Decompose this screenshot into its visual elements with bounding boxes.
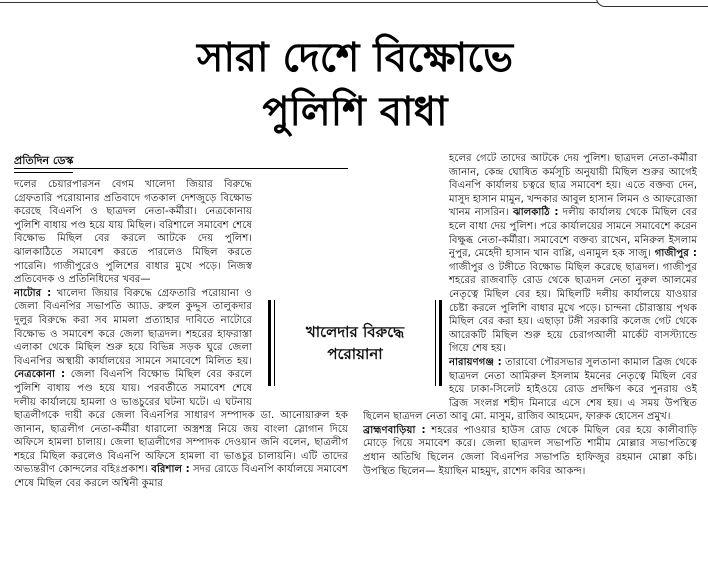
narayanganj-label: নারায়ণগঞ্জ : xyxy=(449,356,502,368)
gazipur-label: গাজীপুর : xyxy=(654,248,697,260)
netrokona-text: জেলা বিএনপি বিক্ষোভ মিছিল বের করলে পুলিশি বাধায় পণ্ড হয়ে যায়। পরবর্তীতে সমাবেশ শেষে দলীয় কার্যালয়ে হামলা ও ভাঙচুরের ঘটনা ঘটে। এ ঘটনায় ছাত্রলীগকে দায়ী করে জেলা বিএনপির সাধারণ সম্পাদক ডা. আনোয়ারুল হক জানান, ছাত্রলীগ নেতা-কর্মীরা ধারালো অস্ত্রশস্ত্র নিয়ে জয় বাংলা স্লোগান দিয়ে অফিসে হামলা চালায়। জেলা ছাত্রলীগের সম্পাদক দেওয়ান জনি বলেন, ছাত্রলীগ শহরে মিছিল করলেও বিএনপি অফিসে হামলা বা ভাঙচুর চালায়নি। এটি তাদের অভ্যন্তরীণ কোন্দলের বহিঃপ্রকাশ। xyxy=(14,369,348,476)
barishal-text: সদর রোডে বিএনপি কার্যালয়ে সমাবেশ শেষে মিছিল বের করলে অশ্বিনী কুমার xyxy=(14,464,348,490)
page-tab-notch xyxy=(596,0,708,7)
barishal-continued-text: হলের গেটে তাদের আটকে দেয় পুলিশ। ছাত্রদল নেতা-কর্মীরা জানান, কেন্দ্র ঘোষিত কর্মসূচি অনুযায়ী মিছিল শুরুর আগেই বিএনপি কার্যালয় চত্বরে ছাত্র সমাবেশ হয়। এতে বক্তব্য দেন, মাসুদ হাসান মামুন, খন্দকার আবুল হাসান লিমন ও আফরোজা খানম নাসরিন। xyxy=(449,153,697,219)
barishal-label: বরিশাল : xyxy=(151,464,190,476)
pull-quote-line-2: পরোয়ানা xyxy=(327,345,383,363)
brahmanbaria-text: শহরের পাওয়ার হাউস রোড থেকে মিছিল বের হয়ে কালীবাড়ি মোড়ে গিয়ে সমাবেশ করে। জেলা ছাত্রদল সভাপতি শামীম মোল্লার সভাপতিত্বে প্রধান অতিথি ছিলেন জেলা বিএনপির সভাপতি হাফিজুর রহমান মোল্লা কচি। উপস্থিত ছিলেন— ইয়াছিন মাহমুদ, রাশেদ কবির আকন্দ। xyxy=(363,424,697,477)
narayanganj-text: তারাবো পৌরসভার সুলতানা কামাল ব্রিজ থেকে ছাত্রদল নেতা আমিরুল ইসলাম ইমনের নেতৃত্বে মিছিল বের হয়ে ঢাকা-সিলেট হাইওয়ে রোড প্রদক্ষিণ করে পুনরায় ওই ব্রিজ সংলগ্ন শহীদ মিনারে এসে শেষ হয়। এ সময় উপস্থিত ছিলেন ছাত্রদল নেতা আবু মো. মাসুম, রাজিব আহমেদ, ফারুক হোসেন প্রমুখ। xyxy=(363,356,697,423)
pull-quote-box xyxy=(268,300,442,386)
gazipur-text: গাজীপুর ও টঙ্গীতে বিক্ষোভ মিছিল করেছে ছাত্রদল। গাজীপুর শহরের রাজবাড়ি রোড থেকে ছাত্রদল নেতা নুরুল আলমের নেতৃত্বে মিছিল বের হয়। মিছিলটি দলীয় কার্যালয়ে যাওয়ার চেষ্টা করলে পুলিশি বাধার মুখে পড়ে। চান্দনা চৌরাস্তায় পৃথক মিছিল বের করা হয়। এছাড়া টঙ্গী সরকারি কলেজ গেট থেকে আরেকটি মিছিল শুরু হয়ে চেরাগআলী মার্কেট বাসস্ট্যান্ডে গিয়ে শেষ হয়। xyxy=(449,261,697,355)
byline-rule xyxy=(14,168,348,169)
byline: প্রতিদিন ডেস্ক xyxy=(14,152,73,173)
natore-text: খালেদা জিয়ার বিরুদ্ধে গ্রেফতারি পরোয়ানা ও জেলা বিএনপির সভাপতি অ্যাড. রুহুল কুদ্দুস তালুকদার দুলুর বিরুদ্ধে করা সব মামলা প্রত্যাহার দাবিতে নাটোরে বিক্ষোভ ও সমাবেশ করে জেলা ছাত্রদল। শহরের হাফরাস্তা এলাকা থেকে মিছিল শুরু হয়ে বিভিন্ন সড়ক ঘুরে জেলা বিএনপির অস্থায়ী কার্যালয়ের সামনে সমাবেশে মিলিত হয়। xyxy=(14,287,252,367)
pull-quote-line-1: খালেদার বিরুদ্ধে xyxy=(305,323,405,341)
headline-line-1: সারা দেশে বিক্ষোভে xyxy=(196,35,514,81)
brahmanbaria-label: ব্রাহ্মণবাড়িয়া : xyxy=(363,424,426,436)
jhalokathi-label: ঝালকাঠি : xyxy=(513,207,559,219)
natore-label: নাটোর : xyxy=(14,287,52,299)
headline-line-2: পুলিশি বাধা xyxy=(262,89,448,135)
netrokona-label: নেত্রকোনা : xyxy=(14,369,66,381)
brahmanbaria-paragraph xyxy=(363,424,697,478)
intro-paragraph: দলের চেয়ারপারসন বেগম খালেদা জিয়ার বিরুদ্ধে গ্রেফতারি পরোয়ানার প্রতিবাদে গতকাল দেশজুড়ে বিক্ষোভ করেছে বিএনপি ও ছাত্রদল নেতা-কর্মীরা। নেত্রকোনায় পুলিশি বাধায় পণ্ড হয়ে যায় মিছিল। বরিশালে সমাবেশ শেষে বিক্ষোভ মিছিল বের করলে আটকে দেয় পুলিশ। ঝালকাঠিতে সমাবেশ করতে পারলেও মিছিল করতে পারেনি। গাজীপুরেও পুলিশের বাধার মুখে পড়ে। নিজস্ব প্রতিবেদক ও প্রতিনিধিদের খবর— xyxy=(14,179,252,286)
jhalokathi-text: দলীয় কার্যালয় থেকে মিছিল বের হলে বাধা দেয় পুলিশ। পরে কার্যালয়ের সামনে সমাবেশে করেন বিক্ষুব্ধ নেতা-কর্মীরা। সমাবেশে বক্তব্য রাখেন, মনিরুল ইসলাম নুপুর, মেহেদী হাসান খান বাপ্পি, এনামুল হক সাজু। xyxy=(449,207,697,260)
